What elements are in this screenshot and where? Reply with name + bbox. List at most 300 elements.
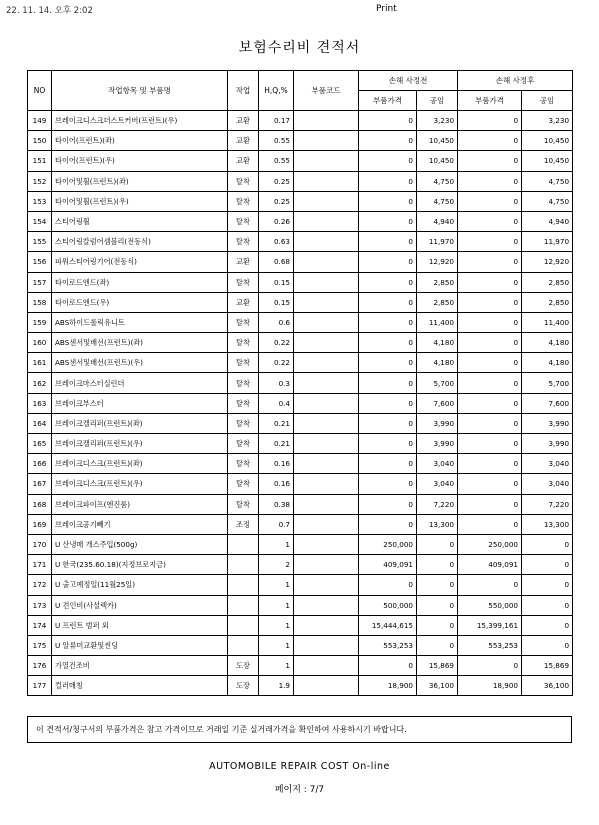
cell-before-parts: 0 xyxy=(359,333,417,353)
cell-item: 가열건조비 xyxy=(52,656,228,676)
cell-after-labor: 12,920 xyxy=(522,252,573,272)
cell-after-labor: 4,750 xyxy=(522,171,573,191)
cell-hq: 0.3 xyxy=(259,373,294,393)
cell-work xyxy=(228,635,259,655)
cell-after-labor: 36,100 xyxy=(522,676,573,696)
cell-item: 컬러매칭 xyxy=(52,676,228,696)
disclaimer-note: 이 견적서/청구서의 부품가격은 참고 가격이므로 거래일 기준 실거래가격을 확인하여 사용하시기 바랍니다. xyxy=(27,716,572,743)
table-row xyxy=(28,595,573,615)
cell-after-parts: 0 xyxy=(458,232,522,252)
cell-before-labor: 7,600 xyxy=(417,393,458,413)
cell-item: 브레이크파이프(엔진룸) xyxy=(52,494,228,514)
cell-after-labor: 11,400 xyxy=(522,312,573,332)
table-row xyxy=(28,191,573,211)
table-row xyxy=(28,454,573,474)
table-row xyxy=(28,393,573,413)
cell-before-parts: 0 xyxy=(359,111,417,131)
cell-after-parts: 0 xyxy=(458,111,522,131)
cell-before-parts: 250,000 xyxy=(359,534,417,554)
table-body xyxy=(28,111,573,696)
cell-before-labor: 3,040 xyxy=(417,454,458,474)
cell-hq: 0.22 xyxy=(259,333,294,353)
cell-hq: 0.55 xyxy=(259,131,294,151)
cell-item: 스티어링칼럼어셈블리(전동식) xyxy=(52,232,228,252)
cell-hq: 0.6 xyxy=(259,312,294,332)
cell-no: 149 xyxy=(28,111,52,131)
cell-work xyxy=(228,555,259,575)
cell-no: 163 xyxy=(28,393,52,413)
table-row xyxy=(28,534,573,554)
cell-item: 브레이크캘리퍼(프런트)(좌) xyxy=(52,413,228,433)
cell-after-labor: 3,230 xyxy=(522,111,573,131)
cell-hq: 1 xyxy=(259,656,294,676)
cell-code xyxy=(294,434,359,454)
cell-after-labor: 10,450 xyxy=(522,131,573,151)
print-date: 22. 11. 14. 오후 2:02 xyxy=(6,6,93,16)
cell-after-labor: 15,869 xyxy=(522,656,573,676)
cell-after-parts: 0 xyxy=(458,494,522,514)
cell-work: 교환 xyxy=(228,252,259,272)
cell-no: 156 xyxy=(28,252,52,272)
table-row xyxy=(28,333,573,353)
cell-item: 브레이크공기빼기 xyxy=(52,514,228,534)
cell-work: 탈착 xyxy=(228,171,259,191)
cell-item: 타이어및휠(프런트)(우) xyxy=(52,191,228,211)
cell-before-labor: 10,450 xyxy=(417,151,458,171)
cell-work: 도장 xyxy=(228,676,259,696)
table-row xyxy=(28,252,573,272)
table-header xyxy=(28,71,573,111)
cell-before-labor: 5,700 xyxy=(417,373,458,393)
cell-before-labor: 11,970 xyxy=(417,232,458,252)
cell-after-parts: 250,000 xyxy=(458,534,522,554)
cell-hq: 0.22 xyxy=(259,353,294,373)
cell-code xyxy=(294,232,359,252)
cell-item: U 알류미교환및씬딩 xyxy=(52,635,228,655)
cell-after-parts: 0 xyxy=(458,333,522,353)
cell-before-labor: 4,750 xyxy=(417,191,458,211)
cell-work: 탈착 xyxy=(228,474,259,494)
cell-code xyxy=(294,272,359,292)
cell-hq: 0.55 xyxy=(259,151,294,171)
cell-item: U 산냉매 개스주입(500g) xyxy=(52,534,228,554)
cell-no: 177 xyxy=(28,676,52,696)
cell-code xyxy=(294,454,359,474)
cell-before-labor: 0 xyxy=(417,595,458,615)
cell-after-parts: 0 xyxy=(458,373,522,393)
cell-before-labor: 0 xyxy=(417,555,458,575)
cell-code xyxy=(294,393,359,413)
cell-after-parts: 0 xyxy=(458,575,522,595)
cell-no: 161 xyxy=(28,353,52,373)
cell-code xyxy=(294,171,359,191)
table-row xyxy=(28,676,573,696)
cell-after-parts: 0 xyxy=(458,191,522,211)
page-number: 페이지 : 7/7 xyxy=(274,785,325,795)
cell-no: 169 xyxy=(28,514,52,534)
cell-no: 159 xyxy=(28,312,52,332)
cell-after-labor: 2,850 xyxy=(522,292,573,312)
table-row xyxy=(28,635,573,655)
table-row xyxy=(28,494,573,514)
cell-before-labor: 0 xyxy=(417,534,458,554)
cell-before-parts: 0 xyxy=(359,252,417,272)
cell-work: 탈착 xyxy=(228,353,259,373)
cell-no: 157 xyxy=(28,272,52,292)
cell-before-parts: 0 xyxy=(359,211,417,231)
cell-work xyxy=(228,595,259,615)
cell-before-parts: 0 xyxy=(359,151,417,171)
cell-item: 브레이크디스크더스트커버(프런트)(우) xyxy=(52,111,228,131)
cell-work: 탈착 xyxy=(228,494,259,514)
table-row xyxy=(28,232,573,252)
cell-hq: 0.25 xyxy=(259,191,294,211)
cell-before-parts: 0 xyxy=(359,656,417,676)
col-no: NO xyxy=(28,71,52,111)
cell-work: 교환 xyxy=(228,131,259,151)
cell-before-labor: 4,180 xyxy=(417,333,458,353)
cell-work: 탈착 xyxy=(228,312,259,332)
table-row xyxy=(28,171,573,191)
cell-before-parts: 0 xyxy=(359,272,417,292)
cell-work: 탈착 xyxy=(228,272,259,292)
cell-work: 교환 xyxy=(228,292,259,312)
cell-no: 151 xyxy=(28,151,52,171)
cell-after-parts: 0 xyxy=(458,151,522,171)
cell-code xyxy=(294,595,359,615)
cell-item: U 프런트 범퍼 외 xyxy=(52,615,228,635)
cell-work: 교환 xyxy=(228,111,259,131)
cell-no: 172 xyxy=(28,575,52,595)
cell-before-labor: 10,450 xyxy=(417,131,458,151)
cell-hq: 0.15 xyxy=(259,292,294,312)
cell-work xyxy=(228,615,259,635)
cell-before-parts: 0 xyxy=(359,312,417,332)
cell-code xyxy=(294,131,359,151)
cell-after-labor: 0 xyxy=(522,575,573,595)
cell-hq: 0.16 xyxy=(259,454,294,474)
cell-hq: 1 xyxy=(259,575,294,595)
cell-no: 166 xyxy=(28,454,52,474)
cell-after-parts: 0 xyxy=(458,474,522,494)
cell-before-parts: 409,091 xyxy=(359,555,417,575)
cell-after-parts: 18,900 xyxy=(458,676,522,696)
print-label: Print xyxy=(376,4,397,14)
cell-after-labor: 3,990 xyxy=(522,413,573,433)
cell-after-parts: 0 xyxy=(458,272,522,292)
cell-before-parts: 0 xyxy=(359,232,417,252)
cell-after-parts: 0 xyxy=(458,656,522,676)
cell-hq: 0.16 xyxy=(259,474,294,494)
cell-code xyxy=(294,252,359,272)
col-hq: H,Q,% xyxy=(259,71,294,111)
cell-work: 도장 xyxy=(228,656,259,676)
cell-item: 브레이크캘리퍼(프런트)(우) xyxy=(52,434,228,454)
cell-no: 175 xyxy=(28,635,52,655)
cell-item: U 출고예정일(11월25일) xyxy=(52,575,228,595)
cell-hq: 0.7 xyxy=(259,514,294,534)
cell-before-parts: 0 xyxy=(359,575,417,595)
cell-hq: 0.21 xyxy=(259,434,294,454)
cell-after-labor: 13,300 xyxy=(522,514,573,534)
cell-after-labor: 11,970 xyxy=(522,232,573,252)
cell-hq: 0.68 xyxy=(259,252,294,272)
cell-before-labor: 3,990 xyxy=(417,413,458,433)
cell-code xyxy=(294,575,359,595)
page-title: 보험수리비 견적서 xyxy=(238,40,361,56)
cell-after-parts: 0 xyxy=(458,454,522,474)
table-row xyxy=(28,615,573,635)
table-row xyxy=(28,656,573,676)
estimate-table xyxy=(27,70,573,696)
cell-after-parts: 0 xyxy=(458,514,522,534)
cell-after-parts: 0 xyxy=(458,393,522,413)
cell-before-labor: 3,990 xyxy=(417,434,458,454)
cell-no: 176 xyxy=(28,656,52,676)
cell-before-labor: 15,869 xyxy=(417,656,458,676)
cell-work: 탈착 xyxy=(228,454,259,474)
cell-work xyxy=(228,534,259,554)
cell-before-parts: 0 xyxy=(359,292,417,312)
cell-after-parts: 409,091 xyxy=(458,555,522,575)
cell-before-parts: 15,444,615 xyxy=(359,615,417,635)
cell-work: 탈착 xyxy=(228,333,259,353)
cell-after-parts: 0 xyxy=(458,171,522,191)
cell-item: 타이어(프런트)(좌) xyxy=(52,131,228,151)
cell-work: 교환 xyxy=(228,151,259,171)
cell-code xyxy=(294,211,359,231)
cell-item: U 한국(235.60.18)(지정브로지금) xyxy=(52,555,228,575)
table-row xyxy=(28,312,573,332)
cell-before-parts: 0 xyxy=(359,514,417,534)
cell-no: 167 xyxy=(28,474,52,494)
cell-after-labor: 10,450 xyxy=(522,151,573,171)
col-code: 부품코드 xyxy=(294,71,359,111)
cell-code xyxy=(294,333,359,353)
cell-no: 164 xyxy=(28,413,52,433)
cell-no: 173 xyxy=(28,595,52,615)
cell-no: 152 xyxy=(28,171,52,191)
cell-before-labor: 36,100 xyxy=(417,676,458,696)
cell-item: 브레이크디스크(프런트)(우) xyxy=(52,474,228,494)
cell-no: 170 xyxy=(28,534,52,554)
cell-code xyxy=(294,514,359,534)
cell-after-labor: 7,600 xyxy=(522,393,573,413)
cell-code xyxy=(294,111,359,131)
cell-work: 탈착 xyxy=(228,413,259,433)
cell-after-parts: 553,253 xyxy=(458,635,522,655)
cell-code xyxy=(294,292,359,312)
cell-before-parts: 0 xyxy=(359,131,417,151)
col-before-parts: 부품가격 xyxy=(359,91,417,111)
cell-hq: 0.15 xyxy=(259,272,294,292)
cell-code xyxy=(294,413,359,433)
cell-before-labor: 13,300 xyxy=(417,514,458,534)
footer-title: AUTOMOBILE REPAIR COST On-line xyxy=(209,761,390,772)
cell-after-parts: 0 xyxy=(458,211,522,231)
table-row xyxy=(28,353,573,373)
cell-before-parts: 0 xyxy=(359,494,417,514)
cell-after-parts: 0 xyxy=(458,312,522,332)
cell-hq: 0.4 xyxy=(259,393,294,413)
cell-before-labor: 4,750 xyxy=(417,171,458,191)
cell-code xyxy=(294,353,359,373)
cell-after-labor: 5,700 xyxy=(522,373,573,393)
cell-after-labor: 0 xyxy=(522,595,573,615)
cell-item: 타이어(프런트)(우) xyxy=(52,151,228,171)
table-row xyxy=(28,413,573,433)
cell-after-labor: 3,040 xyxy=(522,454,573,474)
table-row xyxy=(28,514,573,534)
cell-after-labor: 7,220 xyxy=(522,494,573,514)
table-row xyxy=(28,575,573,595)
cell-after-labor: 4,750 xyxy=(522,191,573,211)
cell-no: 165 xyxy=(28,434,52,454)
col-after-labor: 공임 xyxy=(522,91,573,111)
cell-hq: 1 xyxy=(259,534,294,554)
cell-work: 조정 xyxy=(228,514,259,534)
cell-before-parts: 0 xyxy=(359,413,417,433)
cell-before-parts: 500,000 xyxy=(359,595,417,615)
cell-before-labor: 3,230 xyxy=(417,111,458,131)
cell-no: 155 xyxy=(28,232,52,252)
cell-code xyxy=(294,151,359,171)
cell-code xyxy=(294,656,359,676)
cell-before-labor: 2,850 xyxy=(417,292,458,312)
cell-work: 탈착 xyxy=(228,434,259,454)
cell-after-labor: 4,940 xyxy=(522,211,573,231)
cell-before-labor: 4,180 xyxy=(417,353,458,373)
cell-hq: 2 xyxy=(259,555,294,575)
col-item: 작업항목 및 부품명 xyxy=(52,71,228,111)
cell-code xyxy=(294,555,359,575)
cell-before-parts: 0 xyxy=(359,474,417,494)
cell-item: ABS하이드롤릭유니트 xyxy=(52,312,228,332)
table-row xyxy=(28,211,573,231)
cell-before-labor: 0 xyxy=(417,635,458,655)
col-before-labor: 공임 xyxy=(417,91,458,111)
cell-hq: 0.26 xyxy=(259,211,294,231)
cell-hq: 1 xyxy=(259,595,294,615)
table-row xyxy=(28,131,573,151)
cell-code xyxy=(294,635,359,655)
cell-after-parts: 0 xyxy=(458,413,522,433)
cell-after-parts: 550,000 xyxy=(458,595,522,615)
col-after-parts: 부품가격 xyxy=(458,91,522,111)
table-row xyxy=(28,474,573,494)
table-row xyxy=(28,373,573,393)
cell-before-parts: 0 xyxy=(359,393,417,413)
table-row xyxy=(28,434,573,454)
col-after-group: 손해 사정후 xyxy=(458,71,573,91)
cell-before-labor: 7,220 xyxy=(417,494,458,514)
cell-item: ABS센서및배선(프런트)(좌) xyxy=(52,333,228,353)
table-row xyxy=(28,555,573,575)
cell-hq: 0.25 xyxy=(259,171,294,191)
cell-code xyxy=(294,312,359,332)
cell-before-parts: 0 xyxy=(359,191,417,211)
cell-after-labor: 2,850 xyxy=(522,272,573,292)
cell-after-parts: 0 xyxy=(458,131,522,151)
cell-no: 154 xyxy=(28,211,52,231)
cell-hq: 0.63 xyxy=(259,232,294,252)
cell-code xyxy=(294,534,359,554)
cell-item: 브레이크마스터실린더 xyxy=(52,373,228,393)
cell-work: 탈착 xyxy=(228,373,259,393)
cell-after-parts: 15,399,161 xyxy=(458,615,522,635)
cell-work: 탈착 xyxy=(228,211,259,231)
cell-before-labor: 2,850 xyxy=(417,272,458,292)
cell-after-labor: 3,040 xyxy=(522,474,573,494)
cell-item: 타이로드엔드(좌) xyxy=(52,272,228,292)
cell-after-labor: 0 xyxy=(522,555,573,575)
cell-work: 탈착 xyxy=(228,393,259,413)
cell-no: 174 xyxy=(28,615,52,635)
cell-no: 158 xyxy=(28,292,52,312)
cell-code xyxy=(294,191,359,211)
cell-item: 브레이크부스터 xyxy=(52,393,228,413)
cell-hq: 1 xyxy=(259,635,294,655)
cell-after-labor: 0 xyxy=(522,534,573,554)
cell-code xyxy=(294,676,359,696)
cell-before-labor: 11,400 xyxy=(417,312,458,332)
cell-no: 150 xyxy=(28,131,52,151)
cell-before-parts: 0 xyxy=(359,353,417,373)
cell-before-parts: 0 xyxy=(359,373,417,393)
cell-code xyxy=(294,494,359,514)
cell-no: 160 xyxy=(28,333,52,353)
cell-item: 브레이크디스크(프런트)(좌) xyxy=(52,454,228,474)
cell-item: 타이어및휠(프런트)(좌) xyxy=(52,171,228,191)
cell-before-parts: 0 xyxy=(359,171,417,191)
cell-no: 153 xyxy=(28,191,52,211)
cell-after-parts: 0 xyxy=(458,252,522,272)
cell-before-labor: 0 xyxy=(417,615,458,635)
cell-before-labor: 3,040 xyxy=(417,474,458,494)
col-before-group: 손해 사정전 xyxy=(359,71,458,91)
cell-item: 스티어링휠 xyxy=(52,211,228,231)
cell-code xyxy=(294,373,359,393)
cell-before-parts: 0 xyxy=(359,434,417,454)
cell-hq: 0.38 xyxy=(259,494,294,514)
cell-before-parts: 0 xyxy=(359,454,417,474)
cell-work: 탈착 xyxy=(228,232,259,252)
cell-work: 탈착 xyxy=(228,191,259,211)
cell-after-labor: 0 xyxy=(522,615,573,635)
col-work: 작업 xyxy=(228,71,259,111)
cell-before-labor: 12,920 xyxy=(417,252,458,272)
cell-code xyxy=(294,615,359,635)
cell-no: 171 xyxy=(28,555,52,575)
cell-no: 162 xyxy=(28,373,52,393)
cell-hq: 0.21 xyxy=(259,413,294,433)
cell-after-labor: 4,180 xyxy=(522,353,573,373)
table-row xyxy=(28,292,573,312)
cell-item: 타이로드엔드(우) xyxy=(52,292,228,312)
cell-after-labor: 4,180 xyxy=(522,333,573,353)
cell-hq: 0.17 xyxy=(259,111,294,131)
cell-after-parts: 0 xyxy=(458,434,522,454)
cell-hq: 1.9 xyxy=(259,676,294,696)
cell-no: 168 xyxy=(28,494,52,514)
cell-before-parts: 18,900 xyxy=(359,676,417,696)
cell-item: 파워스티어링기어(전동식) xyxy=(52,252,228,272)
cell-before-labor: 0 xyxy=(417,575,458,595)
table-row xyxy=(28,151,573,171)
cell-item: U 견인비(사설렉카) xyxy=(52,595,228,615)
table-row xyxy=(28,272,573,292)
table-row xyxy=(28,111,573,131)
